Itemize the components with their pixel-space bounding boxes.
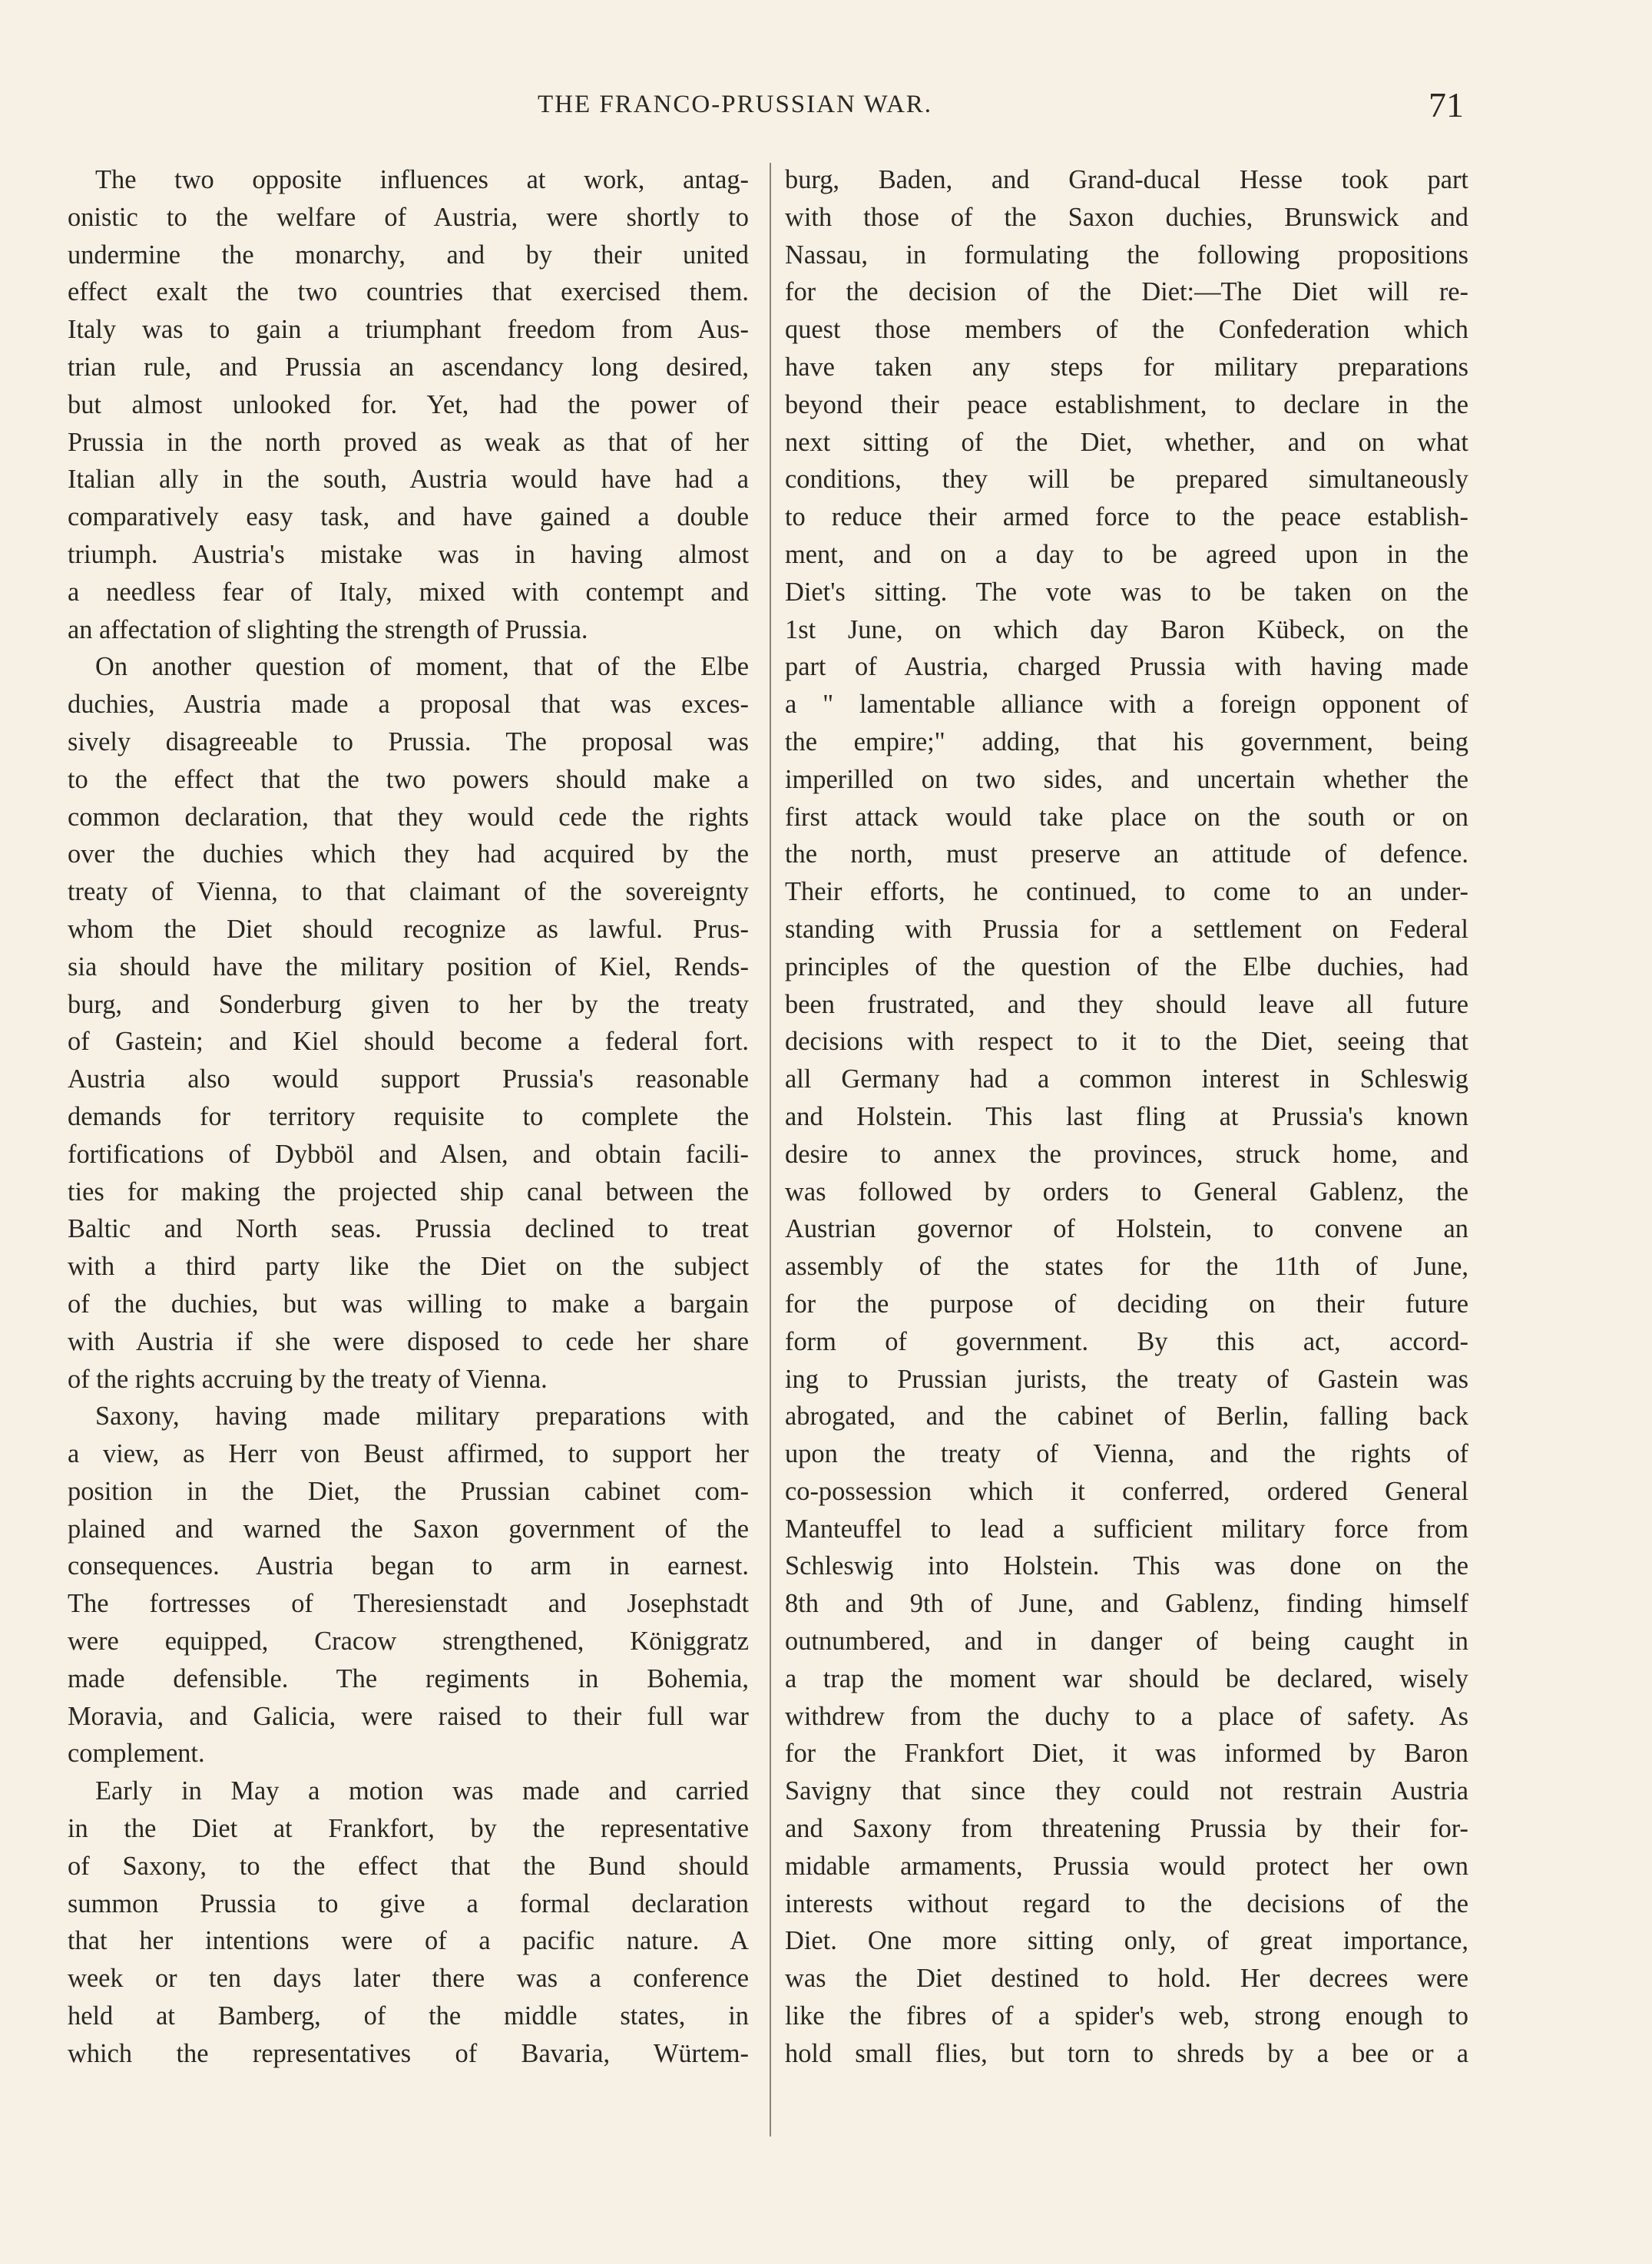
text-line: imperilled on two sides, and uncertain whether the	[785, 764, 1468, 794]
text-line: Prussia in the north proved as weak as that of her	[68, 427, 749, 457]
text-line: assembly of the states for the 11th of June,	[785, 1252, 1468, 1282]
page-number: 71	[1429, 85, 1464, 124]
text-line: Moravia, and Galicia, were raised to their full war	[68, 1701, 749, 1731]
text-line: of the rights accruing by the treaty of Vienna.	[68, 1364, 548, 1394]
text-line: trian rule, and Prussia an ascendancy long desired,	[68, 352, 749, 382]
text-line: 8th and 9th of June, and Gablenz, finding himself	[785, 1589, 1468, 1619]
text-line: position in the Diet, the Prussian cabinet com-	[68, 1476, 749, 1506]
text-line: Saxony, having made military preparations with	[95, 1402, 749, 1432]
text-line: held at Bamberg, of the middle states, in	[68, 2001, 749, 2031]
text-line: Diet. One more sitting only, of great importance,	[785, 1926, 1468, 1956]
text-line: and Holstein. This last fling at Prussia's known	[785, 1101, 1468, 1131]
text-line: principles of the question of the Elbe duchies, had	[785, 952, 1468, 981]
text-line: with those of the Saxon duchies, Brunswick and	[785, 202, 1468, 232]
text-line: Austria also would support Prussia's reasonable	[68, 1064, 749, 1094]
text-line: of Gastein; and Kiel should become a federal fort.	[68, 1027, 749, 1057]
text-line: Savigny that since they could not restrain Austria	[785, 1776, 1468, 1806]
text-line: consequences. Austria began to arm in earnest.	[68, 1551, 749, 1581]
text-line: next sitting of the Diet, whether, and on what	[785, 427, 1468, 457]
text-line: a trap the moment war should be declared, wisely	[785, 1663, 1468, 1693]
text-line: Manteuffel to lead a sufficient military force from	[785, 1514, 1468, 1544]
text-line: beyond their peace establishment, to declare in the	[785, 389, 1468, 419]
text-line: Early in May a motion was made and carried	[95, 1776, 749, 1806]
text-line: Austrian governor of Holstein, to convene an	[785, 1214, 1468, 1244]
text-line: of the duchies, but was willing to make a bargain	[68, 1289, 749, 1319]
text-line: have taken any steps for military preparations	[785, 352, 1468, 382]
text-line: that her intentions were of a pacific nature. A	[68, 1926, 749, 1956]
text-line: standing with Prussia for a settlement on Federal	[785, 914, 1468, 944]
text-line: an affectation of slighting the strength of Prussia.	[68, 614, 588, 644]
text-line: like the fibres of a spider's web, strong enough to	[785, 2001, 1468, 2031]
text-line: in the Diet at Frankfort, by the representative	[68, 1814, 749, 1844]
text-line: summon Prussia to give a formal declaration	[68, 1888, 749, 1918]
text-line: for the Frankfort Diet, it was informed by Baron	[785, 1739, 1468, 1769]
text-line: plained and warned the Saxon government of the	[68, 1514, 749, 1544]
text-line: but almost unlooked for. Yet, had the power of	[68, 389, 749, 419]
text-line: to the effect that the two powers should make a	[68, 764, 749, 794]
text-line: ment, and on a day to be agreed upon in the	[785, 539, 1468, 569]
text-line: duchies, Austria made a proposal that was exces-	[68, 690, 749, 720]
text-line: onistic to the welfare of Austria, were shortly to	[68, 202, 749, 232]
text-line: Diet's sitting. The vote was to be taken on the	[785, 577, 1468, 607]
text-line: were equipped, Cracow strengthened, Königgratz	[68, 1627, 749, 1657]
text-line: week or ten days later there was a conference	[68, 1964, 749, 1994]
text-line: the north, must preserve an attitude of defence.	[785, 839, 1468, 869]
text-line: conditions, they will be prepared simultaneously	[785, 465, 1468, 495]
text-line: the empire;" adding, that his government, being	[785, 727, 1468, 756]
running-title: THE FRANCO-PRUSSIAN WAR.	[538, 91, 933, 118]
text-line: interests without regard to the decisions of the	[785, 1888, 1468, 1918]
text-line: effect exalt the two countries that exercised them.	[68, 277, 749, 307]
text-line: Their efforts, he continued, to come to an under-	[785, 877, 1468, 907]
text-line: and Saxony from threatening Prussia by their for-	[785, 1814, 1468, 1844]
text-line: first attack would take place on the south or on	[785, 802, 1468, 832]
text-line: ing to Prussian jurists, the treaty of Gastein was	[785, 1364, 1468, 1394]
text-line: Baltic and North seas. Prussia declined to treat	[68, 1214, 749, 1244]
text-line: midable armaments, Prussia would protect her own	[785, 1851, 1468, 1881]
text-line: complement.	[68, 1739, 205, 1769]
text-line: hold small flies, but torn to shreds by a bee or a	[785, 2038, 1468, 2068]
text-line: Italian ally in the south, Austria would have had a	[68, 465, 749, 495]
text-line: burg, and Sonderburg given to her by the treaty	[68, 989, 749, 1019]
text-line: common declaration, that they would cede the rights	[68, 802, 749, 832]
text-line: triumph. Austria's mistake was in having almost	[68, 539, 749, 569]
text-line: a " lamentable alliance with a foreign opponent of	[785, 690, 1468, 720]
text-line: Nassau, in formulating the following propositions	[785, 240, 1468, 270]
text-line: 1st June, on which day Baron Kübeck, on the	[785, 614, 1468, 644]
text-line: part of Austria, charged Prussia with having made	[785, 652, 1468, 682]
left-column	[68, 161, 749, 2158]
text-line: of Saxony, to the effect that the Bund should	[68, 1851, 749, 1881]
text-line: made defensible. The regiments in Bohemia,	[68, 1663, 749, 1693]
text-line: withdrew from the duchy to a place of safety. As	[785, 1701, 1468, 1731]
text-line: form of government. By this act, accord-	[785, 1326, 1468, 1356]
text-line: which the representatives of Bavaria, Würtem-	[68, 2038, 749, 2068]
text-line: a needless fear of Italy, mixed with contempt and	[68, 577, 749, 607]
text-line: demands for territory requisite to complete the	[68, 1101, 749, 1131]
text-line: abrogated, and the cabinet of Berlin, falling back	[785, 1402, 1468, 1432]
right-column	[785, 161, 1468, 2158]
text-line: The two opposite influences at work, antag-	[95, 165, 749, 194]
text-line: decisions with respect to it to the Diet, seeing that	[785, 1027, 1468, 1057]
text-line: for the decision of the Diet:—The Diet will re-	[785, 277, 1468, 307]
text-line: with a third party like the Diet on the subject	[68, 1252, 749, 1282]
text-line: ties for making the projected ship canal between the	[68, 1177, 749, 1206]
text-line: comparatively easy task, and have gained a double	[68, 502, 749, 532]
column-divider	[770, 163, 771, 2137]
text-line: co-possession which it conferred, ordered General	[785, 1476, 1468, 1506]
text-line: On another question of moment, that of the Elbe	[95, 652, 749, 682]
text-line: quest those members of the Confederation which	[785, 315, 1468, 345]
text-line: was the Diet destined to hold. Her decrees were	[785, 1964, 1468, 1994]
page-header	[0, 85, 1652, 137]
text-line: The fortresses of Theresienstadt and Josephstadt	[68, 1589, 749, 1619]
text-line: outnumbered, and in danger of being caught in	[785, 1627, 1468, 1657]
text-line: burg, Baden, and Grand-ducal Hesse took part	[785, 165, 1468, 194]
text-line: Italy was to gain a triumphant freedom from Aus-	[68, 315, 749, 345]
text-line: sia should have the military position of Kiel, Rends-	[68, 952, 749, 981]
text-line: Schleswig into Holstein. This was done on the	[785, 1551, 1468, 1581]
text-line: whom the Diet should recognize as lawful. Prus-	[68, 914, 749, 944]
text-line: been frustrated, and they should leave all future	[785, 989, 1468, 1019]
text-line: treaty of Vienna, to that claimant of the sovereignty	[68, 877, 749, 907]
text-line: sively disagreeable to Prussia. The proposal was	[68, 727, 749, 756]
text-line: was followed by orders to General Gablenz, the	[785, 1177, 1468, 1206]
text-line: a view, as Herr von Beust affirmed, to support her	[68, 1439, 749, 1469]
text-line: all Germany had a common interest in Schleswig	[785, 1064, 1468, 1094]
text-line: upon the treaty of Vienna, and the rights of	[785, 1439, 1468, 1469]
text-line: to reduce their armed force to the peace establish-	[785, 502, 1468, 532]
text-line: for the purpose of deciding on their future	[785, 1289, 1468, 1319]
text-line: undermine the monarchy, and by their united	[68, 240, 749, 270]
text-line: fortifications of Dybböl and Alsen, and obtain facili-	[68, 1139, 749, 1169]
text-line: desire to annex the provinces, struck home, and	[785, 1139, 1468, 1169]
text-line: with Austria if she were disposed to cede her share	[68, 1326, 749, 1356]
text-line: over the duchies which they had acquired by the	[68, 839, 749, 869]
